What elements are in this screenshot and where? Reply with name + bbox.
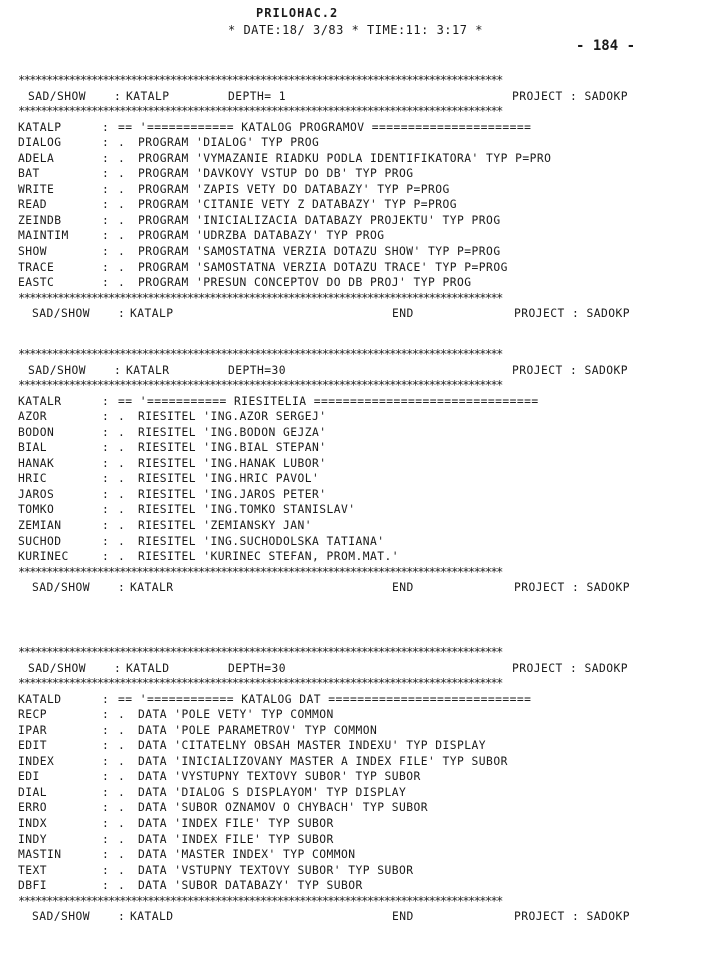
entry-text: RIESITEL 'ING.HANAK LUBOR' [138,456,327,470]
separator-colon: : [114,661,122,675]
entry-key: BAT [18,167,40,181]
separator-colon: : [102,394,110,408]
section-footer-row [18,909,718,925]
separator-colon: : [102,754,110,768]
separator-colon: : [102,120,110,134]
section-title-row [18,89,718,105]
project-name: PROJECT : SADOKP [514,910,631,924]
separator-colon: : [102,198,110,212]
entry-key: TOMKO [18,503,55,517]
entry-dot: . [118,136,126,150]
catalog-entry-row [18,197,718,213]
catalog-head-row [18,120,718,136]
entry-key: EASTC [18,276,55,290]
entry-key: HRIC [18,472,48,486]
separator-colon: : [102,245,110,259]
separator-colon: : [102,708,110,722]
separator-colon: : [102,785,110,799]
separator-colon: : [102,472,110,486]
entry-dot: . [118,182,126,196]
entry-dot: . [118,441,126,455]
entry-key: EDI [18,770,40,784]
entry-key: ADELA [18,151,55,165]
entry-key: KATALP [18,120,62,134]
entry-text: DATA 'CITATELNY OBSAH MASTER INDEXU' TYP DISPLAY [138,739,487,753]
catalog-entry-row [18,707,718,723]
separator-colon: : [102,723,110,737]
star-rule: ************************************************************************************** [18,893,502,908]
entry-text: PROGRAM 'SAMOSTATNA VERZIA DOTAZU SHOW' TYP P=PROG [138,245,501,259]
entry-text: == '============ KATALOG PROGRAMOV ====================== [118,120,532,134]
catalog-name: KATALD [130,910,174,924]
catalog-entry-row [18,440,718,456]
entry-key: SHOW [18,245,48,259]
entry-dot: . [118,832,126,846]
entry-text: PROGRAM 'SAMOSTATNA VERZIA DOTAZU TRACE' TYP P=PROG [138,260,508,274]
star-rule: ************************************************************************************** [18,645,502,659]
entry-key: BIAL [18,441,48,455]
entry-dot: . [118,151,126,165]
separator-colon: : [102,848,110,862]
entry-key: DIALOG [18,136,62,150]
entry-key: INDEX [18,754,55,768]
separator-colon: : [102,817,110,831]
entry-text: PROGRAM 'VYMAZANIE RIADKU PODLA IDENTIFIKATORA' TYP P=PRO [138,151,552,165]
catalog-head-row [18,394,718,410]
entry-key: ZEMIAN [18,519,62,533]
catalog-entry-row [18,832,718,848]
separator-colon: : [102,487,110,501]
entry-key: AZOR [18,410,48,424]
section-katalog-dat [18,645,718,925]
entry-dot: . [118,754,126,768]
catalog-entry-row [18,135,718,151]
entry-key: DBFI [18,879,48,893]
entry-key: KATALD [18,692,62,706]
project-name: PROJECT : SADOKP [512,89,629,103]
entry-dot: . [118,245,126,259]
entry-dot: . [118,550,126,564]
entry-dot: . [118,472,126,486]
entry-text: RIESITEL 'ING.TOMKO STANISLAV' [138,503,356,517]
entry-dot: . [118,276,126,290]
entry-text: DATA 'INDEX FILE' TYP SUBOR [138,832,334,846]
star-rule: ************************************************************************************** [18,378,502,393]
catalog-entry-row [18,878,718,894]
entry-text: DATA 'MASTER INDEX' TYP COMMON [138,848,356,862]
separator-colon: : [102,534,110,548]
catalog-entry-row [18,182,718,198]
entry-dot: . [118,817,126,831]
separator-colon: : [102,182,110,196]
entry-text: DATA 'VYSTUPNY TEXTOVY SUBOR' TYP SUBOR [138,770,421,784]
entry-text: PROGRAM 'CITANIE VETY Z DATABAZY' TYP P=PROG [138,198,458,212]
entry-key: WRITE [18,182,55,196]
separator-colon: : [102,692,110,706]
entry-text: RIESITEL 'ING.JAROS PETER' [138,487,327,501]
entry-key: KATALR [18,394,62,408]
project-name: PROJECT : SADOKP [512,661,629,675]
section-riesitelia [18,347,718,596]
entry-key: ZEINDB [18,213,62,227]
separator-colon: : [102,276,110,290]
catalog-entry-row [18,847,718,863]
end-marker: END [392,910,414,924]
entry-key: HANAK [18,456,55,470]
page-number: - 184 - [576,38,636,54]
catalog-name: KATALP [126,89,170,103]
section-title-row [18,661,718,677]
entry-dot: . [118,198,126,212]
entry-dot: . [118,534,126,548]
catalog-entry-row [18,800,718,816]
entry-dot: . [118,425,126,439]
separator-colon: : [102,550,110,564]
catalog-entry-row [18,738,718,754]
system-name: SAD/SHOW [28,661,87,675]
entry-text: == '============ KATALOG DAT ============================ [118,692,532,706]
star-rule: ************************************************************************************** [18,347,502,361]
section-footer-row [18,580,718,596]
catalog-entry-row [18,487,718,503]
catalog-entry-row [18,425,718,441]
depth-value: DEPTH= 1 [228,89,287,103]
star-rule: ************************************************************************************** [18,290,502,305]
entry-key: TRACE [18,260,55,274]
system-name: SAD/SHOW [32,910,91,924]
entry-text: PROGRAM 'ZAPIS VETY DO DATABAZY' TYP P=PROG [138,182,450,196]
entry-text: RIESITEL 'ING.AZOR SERGEJ' [138,410,327,424]
entry-key: EDIT [18,739,48,753]
catalog-entry-row [18,754,718,770]
entry-text: DATA 'SUBOR OZNAMOV O CHYBACH' TYP SUBOR [138,801,429,815]
catalog-entry-row [18,785,718,801]
entry-key: KURINEC [18,550,69,564]
catalog-name: KATALP [130,307,174,321]
entry-text: DATA 'SUBOR DATABAZY' TYP SUBOR [138,879,363,893]
entry-dot: . [118,739,126,753]
star-rule: ************************************************************************************** [18,104,502,119]
catalog-entry-row [18,456,718,472]
entry-text: RIESITEL 'ING.SUCHODOLSKA TATIANA' [138,534,385,548]
section-title-row [18,363,718,379]
separator-colon: : [102,229,110,243]
entry-dot: . [118,848,126,862]
separator-colon: : [102,879,110,893]
end-marker: END [392,307,414,321]
catalog-entry-row [18,166,718,182]
entry-text: PROGRAM 'DAVKOVY VSTUP DO DB' TYP PROG [138,167,414,181]
entry-dot: . [118,487,126,501]
catalog-entry-row [18,816,718,832]
entry-key: SUCHOD [18,534,62,548]
separator-colon: : [102,519,110,533]
entry-key: BODON [18,425,55,439]
system-name: SAD/SHOW [28,363,87,377]
entry-key: INDY [18,832,48,846]
entry-key: ERRO [18,801,48,815]
entry-dot: . [118,770,126,784]
catalog-entry-row [18,275,718,291]
separator-colon: : [114,89,122,103]
separator-colon: : [102,425,110,439]
separator-colon: : [102,832,110,846]
separator-colon: : [102,167,110,181]
entry-text: DATA 'DIALOG S DISPLAYOM' TYP DISPLAY [138,785,407,799]
entry-text: RIESITEL 'ING.BIAL STEPAN' [138,441,327,455]
separator-colon: : [102,410,110,424]
entry-key: RECP [18,708,48,722]
catalog-entry-row [18,228,718,244]
separator-colon: : [102,456,110,470]
section-katalog-programov [18,73,718,322]
annex-label: PRILOHAC.2 [256,6,339,20]
entry-dot: . [118,519,126,533]
catalog-entry-row [18,471,718,487]
entry-dot: . [118,229,126,243]
depth-value: DEPTH=30 [228,363,287,377]
entry-dot: . [118,503,126,517]
project-name: PROJECT : SADOKP [512,363,629,377]
entry-key: INDX [18,817,48,831]
catalog-entry-row [18,518,718,534]
system-name: SAD/SHOW [28,89,87,103]
entry-text: PROGRAM 'PRESUN CONCEPTOV DO DB PROJ' TYP PROG [138,276,472,290]
catalog-entry-row [18,409,718,425]
entry-key: DIAL [18,785,48,799]
catalog-name: KATALD [126,661,170,675]
entry-text: PROGRAM 'INICIALIZACIA DATABAZY PROJEKTU' TYP PROG [138,213,501,227]
catalog-entry-row [18,769,718,785]
catalog-entry-row [18,213,718,229]
entry-dot: . [118,801,126,815]
depth-value: DEPTH=30 [228,661,287,675]
separator-colon: : [102,770,110,784]
separator-colon: : [102,739,110,753]
entry-text: RIESITEL 'KURINEC STEFAN, PROM.MAT.' [138,550,400,564]
entry-text: DATA 'POLE PARAMETROV' TYP COMMON [138,723,378,737]
entry-key: READ [18,198,48,212]
entry-text: DATA 'INICIALIZOVANY MASTER A INDEX FILE' TYP SUBOR [138,754,508,768]
entry-dot: . [118,879,126,893]
separator-colon: : [102,213,110,227]
catalog-entry-row [18,723,718,739]
project-name: PROJECT : SADOKP [514,307,631,321]
catalog-entry-row [18,260,718,276]
entry-dot: . [118,260,126,274]
system-name: SAD/SHOW [32,581,91,595]
entry-dot: . [118,785,126,799]
entry-dot: . [118,708,126,722]
entry-text: DATA 'INDEX FILE' TYP SUBOR [138,817,334,831]
entry-dot: . [118,410,126,424]
separator-colon: : [118,581,126,595]
entry-key: TEXT [18,863,48,877]
entry-key: IPAR [18,723,48,737]
separator-colon: : [118,910,126,924]
entry-text: PROGRAM 'UDRZBA DATABAZY' TYP PROG [138,229,385,243]
star-rule: ************************************************************************************** [18,676,502,691]
catalog-head-row [18,692,718,708]
separator-colon: : [102,136,110,150]
entry-dot: . [118,167,126,181]
entry-text: PROGRAM 'DIALOG' TYP PROG [138,136,320,150]
catalog-entry-row [18,244,718,260]
star-rule: ************************************************************************************** [18,564,502,579]
entry-dot: . [118,456,126,470]
section-footer-row [18,306,718,322]
entry-text: DATA 'POLE VETY' TYP COMMON [138,708,334,722]
project-name: PROJECT : SADOKP [514,581,631,595]
separator-colon: : [102,151,110,165]
catalog-entry-row [18,502,718,518]
entry-dot: . [118,213,126,227]
end-marker: END [392,581,414,595]
entry-text: RIESITEL 'ZEMIANSKY JAN' [138,519,313,533]
separator-colon: : [102,801,110,815]
catalog-entry-row [18,549,718,565]
separator-colon: : [102,441,110,455]
separator-colon: : [102,260,110,274]
entry-dot: . [118,863,126,877]
catalog-entry-row [18,534,718,550]
entry-text: RIESITEL 'ING.BODON GEJZA' [138,425,327,439]
catalog-name: KATALR [130,581,174,595]
entry-text: == '=========== RIESITELIA =============================== [118,394,539,408]
system-name: SAD/SHOW [32,307,91,321]
entry-text: RIESITEL 'ING.HRIC PAVOL' [138,472,320,486]
entry-key: MASTIN [18,848,62,862]
star-rule: ************************************************************************************** [18,73,502,87]
catalog-name: KATALR [126,363,170,377]
catalog-entry-row [18,151,718,167]
separator-colon: : [102,863,110,877]
entry-key: JAROS [18,487,55,501]
entry-key: MAINTIM [18,229,69,243]
entry-dot: . [118,723,126,737]
catalog-entry-row [18,863,718,879]
separator-colon: : [102,503,110,517]
separator-colon: : [114,363,122,377]
separator-colon: : [118,307,126,321]
date-time-line: * DATE:18/ 3/83 * TIME:11: 3:17 * [228,23,483,37]
entry-text: DATA 'VSTUPNY TEXTOVY SUBOR' TYP SUBOR [138,863,414,877]
